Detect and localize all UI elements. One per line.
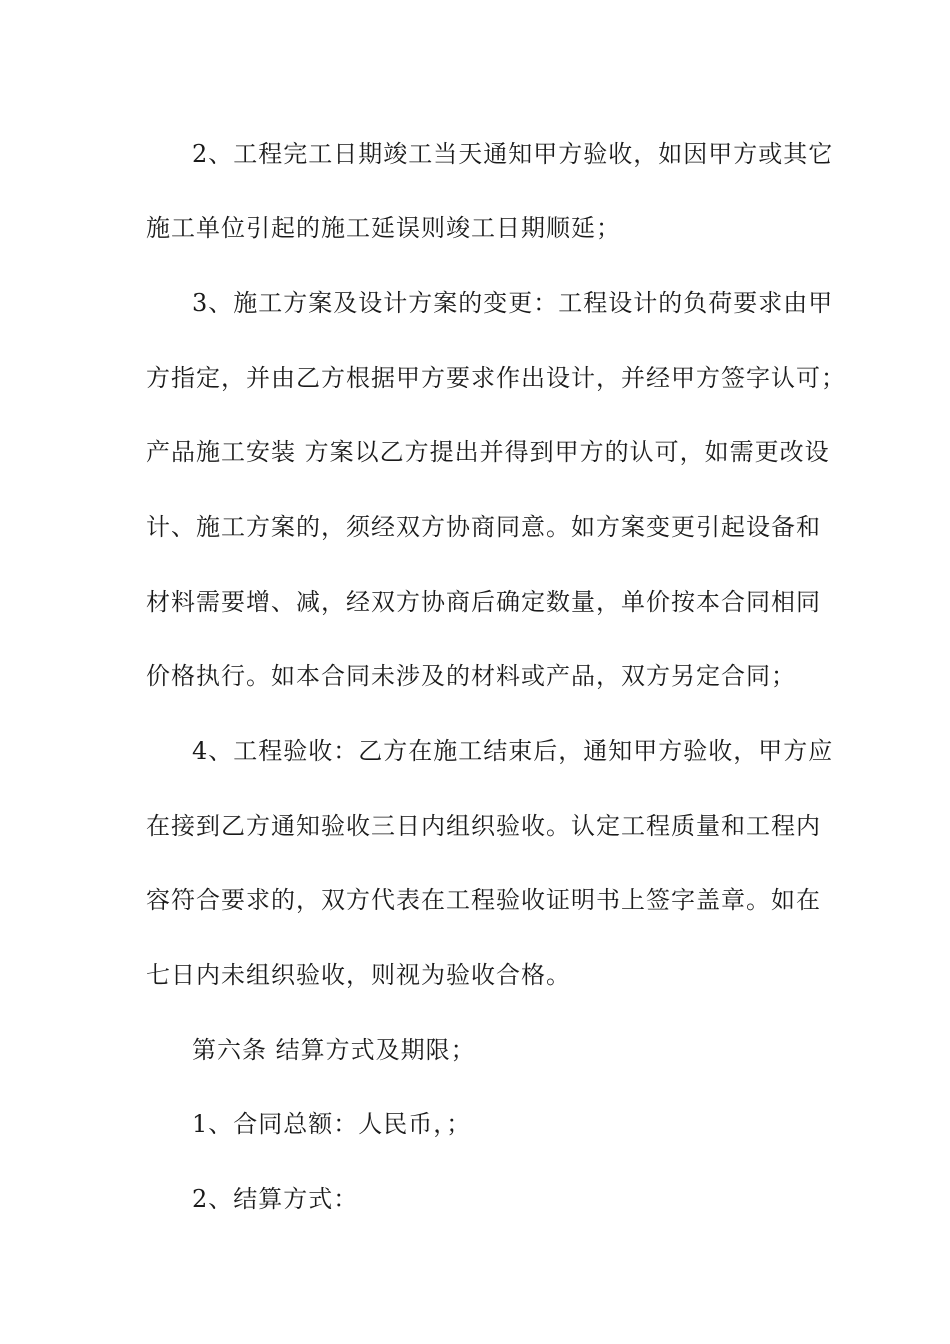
- paragraph-item-4-line-3: 容符合要求的，双方代表在工程验收证明书上签字盖章。如在: [146, 886, 821, 914]
- paragraph-item-3-line-6: 价格执行。如本合同未涉及的材料或产品，双方另定合同；: [146, 662, 796, 690]
- paragraph-item-4-line-1: 4、工程验收：乙方在施工结束后，通知甲方验收，甲方应: [192, 737, 834, 765]
- paragraph-item-3-line-1: 3、施工方案及设计方案的变更：工程设计的负荷要求由甲: [192, 289, 834, 317]
- paragraph-item-4-line-2: 在接到乙方通知验收三日内组织验收。认定工程质量和工程内: [146, 812, 821, 840]
- paragraph-item-2-line-2: 施工单位引起的施工延误则竣工日期顺延；: [146, 214, 621, 242]
- settlement-method-line: 2、结算方式：: [192, 1185, 359, 1213]
- paragraph-item-3-line-3: 产品施工安装 方案以乙方提出并得到甲方的认可，如需更改设: [146, 438, 830, 466]
- paragraph-item-3-line-4: 计、施工方案的，须经双方协商同意。如方案变更引起设备和: [146, 513, 821, 541]
- paragraph-item-2-line-1: 2、工程完工日期竣工当天通知甲方验收，如因甲方或其它: [192, 140, 834, 168]
- paragraph-item-3-line-5: 材料需要增、减，经双方协商后确定数量，单价按本合同相同: [146, 588, 821, 616]
- contract-total-line: 1、合同总额：人民币，；: [192, 1110, 472, 1138]
- article-six-heading: 第六条 结算方式及期限；: [192, 1036, 476, 1064]
- paragraph-item-3-line-2: 方指定，并由乙方根据甲方要求作出设计，并经甲方签字认可；: [146, 364, 846, 392]
- paragraph-item-4-line-4: 七日内未组织验收，则视为验收合格。: [146, 961, 571, 989]
